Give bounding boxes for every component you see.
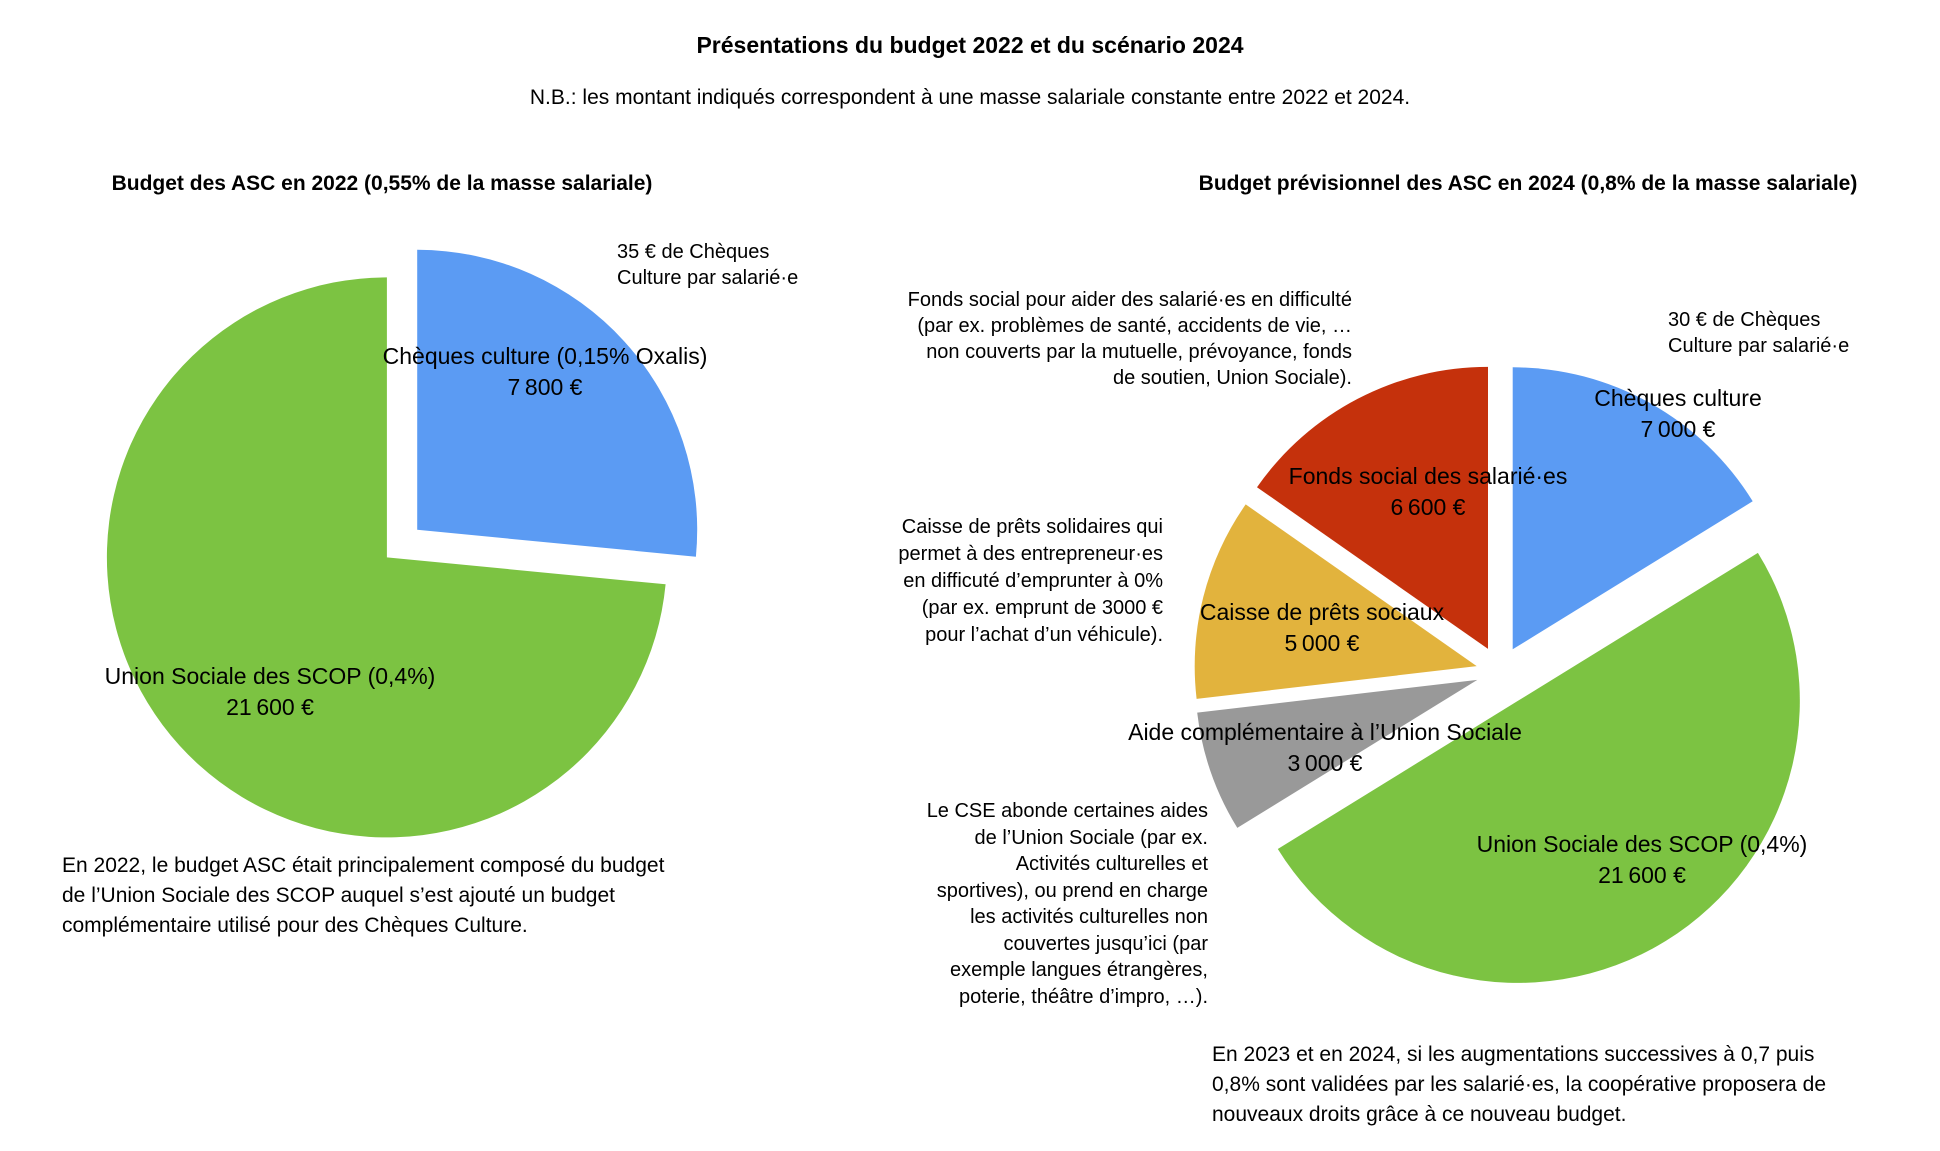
annotation-cse-note <box>898 798 1208 1010</box>
annotation-line: (par ex. emprunt de 3000 € <box>921 597 1163 619</box>
annotation-line: 30 € de Chèques <box>1668 309 1821 331</box>
page-note: N.B.: les montant indiqués correspondent à une masse salariale constante entre 2022 et 2024. <box>529 86 1411 109</box>
slice-value: 5 000 € <box>1284 630 1360 656</box>
annotation-line: 35 € de Chèques <box>617 241 770 263</box>
annotation-caisse-prets-note <box>863 514 1163 649</box>
chart-title-2024: Budget prévisionnel des ASC en 2024 (0,8% de la masse salariale) <box>1198 172 1858 195</box>
annotation-line: Fonds social pour aider des salarié·es en difficulté <box>907 289 1352 311</box>
slice-name: Chèques culture <box>1594 385 1762 411</box>
annotation-line: pour l’achat d’un véhicule). <box>925 624 1163 646</box>
caption-line: En 2023 et en 2024, si les augmentations successives à 0,7 puis <box>1212 1043 1815 1066</box>
slice-label-union-sociale-2024 <box>1394 829 1890 891</box>
annotation-fonds-social-note <box>870 287 1352 391</box>
annotation-line: Culture par salarié·e <box>617 267 799 289</box>
chart-title-2022: Budget des ASC en 2022 (0,55% de la masse salariale) <box>111 172 653 195</box>
caption-line: En 2022, le budget ASC était principalement composé du budget <box>62 854 665 877</box>
pie-slice-cheques-culture-2022 <box>417 250 697 557</box>
caption-line: 0,8% sont validées par les salarié·es, la coopérative proposera de <box>1212 1073 1827 1096</box>
annotation-line: non couverts par la mutuelle, prévoyance, fonds <box>926 341 1352 363</box>
slice-label-aide-complementaire-2024 <box>1077 717 1573 779</box>
slice-value: 3 000 € <box>1287 750 1363 776</box>
slice-name: Fonds social des salarié·es <box>1288 463 1568 489</box>
annotation-line: Le CSE abonde certaines aides <box>926 800 1208 822</box>
slice-label-cheques-culture-2024 <box>1430 383 1926 445</box>
caption-2022 <box>62 851 762 941</box>
annotation-line: couvertes jusqu’ici (par <box>1003 932 1208 955</box>
annotation-line: Caisse de prêts solidaires qui <box>901 516 1163 538</box>
slice-name: Caisse de prêts sociaux <box>1199 599 1445 625</box>
annotation-line: de l’Union Sociale (par ex. <box>974 826 1208 849</box>
slice-value: 6 600 € <box>1390 494 1466 520</box>
annotation-line: en difficuté d’emprunter à 0% <box>903 570 1163 592</box>
caption-line: nouveaux droits grâce à ce nouveau budget. <box>1212 1103 1627 1126</box>
annotation-line: (par ex. problèmes de santé, accidents de vie, … <box>917 315 1352 337</box>
annotation-line: Activités culturelles et <box>1015 853 1208 875</box>
slice-value: 7 000 € <box>1640 416 1716 442</box>
slice-name: Chèques culture (0,15% Oxalis) <box>382 343 708 369</box>
slice-name: Aide complémentaire à l’Union Sociale <box>1128 719 1522 745</box>
annotation-line: Culture par salarié·e <box>1668 335 1850 357</box>
slice-name: Union Sociale des SCOP (0,4%) <box>1476 831 1808 857</box>
slice-label-fonds-social-2024 <box>1180 461 1676 523</box>
slice-value: 21 600 € <box>226 694 314 720</box>
caption-line: complémentaire utilisé pour des Chèques Culture. <box>62 914 528 937</box>
annotation-cheques-per-salarie-2022 <box>617 239 867 291</box>
annotation-line: permet à des entrepreneur·es <box>898 543 1163 565</box>
annotation-line: de soutien, Union Sociale). <box>1112 367 1352 389</box>
page-title: Présentations du budget 2022 et du scénario 2024 <box>696 32 1244 58</box>
slice-name: Union Sociale des SCOP (0,4%) <box>104 663 436 689</box>
annotation-line: poterie, théâtre d’impro, …). <box>959 985 1208 1008</box>
annotation-line: sportives), ou prend en charge <box>936 879 1208 902</box>
caption-2024 <box>1212 1040 1912 1130</box>
annotation-cheques-per-salarie-2024 <box>1668 307 1918 359</box>
slice-label-union-sociale-2022 <box>20 661 520 723</box>
annotation-line: les activités culturelles non <box>970 906 1208 928</box>
slice-value: 21 600 € <box>1598 862 1686 888</box>
caption-line: de l’Union Sociale des SCOP auquel s’est ajouté un budget <box>62 884 615 907</box>
annotation-line: exemple langues étrangères, <box>950 959 1208 981</box>
slice-label-cheques-culture-2022 <box>295 341 795 403</box>
slice-value: 7 800 € <box>507 374 583 400</box>
